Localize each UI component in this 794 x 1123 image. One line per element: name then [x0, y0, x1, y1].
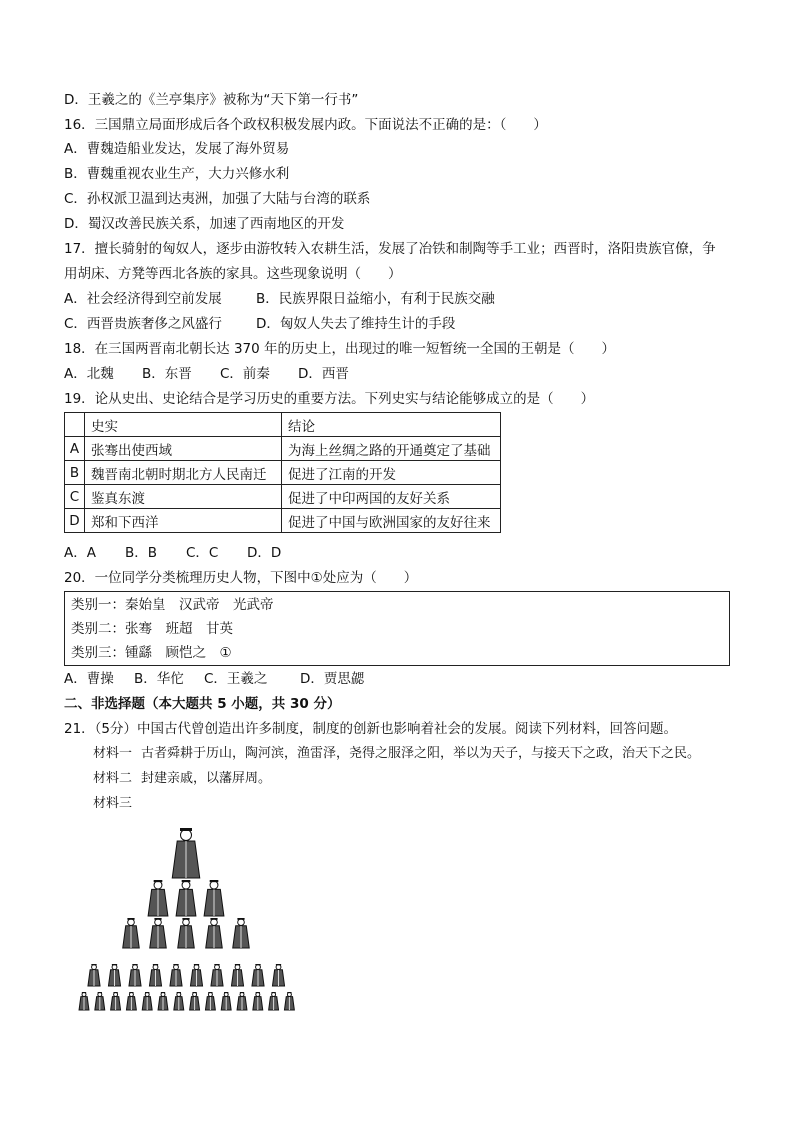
- official-figure: [178, 918, 195, 948]
- commoner-figure: [149, 964, 161, 986]
- q17-option-a: A．社会经济得到空前发展: [64, 291, 222, 307]
- q19-option-b: B．B: [125, 545, 158, 561]
- table-header-cell: 结论: [282, 413, 501, 437]
- q16-stem: 16．三国鼎立局面形成后各个政权积极发展内政。下面说法不正确的是：（ ）: [64, 117, 547, 133]
- slave-figure: [190, 992, 200, 1010]
- q17-stem-line2: 用胡床、方凳等西北各族的家具。这些现象说明（ ）: [64, 266, 402, 282]
- material-label: 材料三: [93, 796, 133, 811]
- figure-group: [79, 828, 294, 1010]
- q17-options-row1: [64, 289, 495, 309]
- slave-figure: [95, 992, 105, 1010]
- official-figure: [123, 918, 140, 948]
- q20-category-1: 类别一：秦始皇 汉武帝 光武帝: [71, 597, 274, 613]
- table-row: [65, 485, 501, 509]
- slave-figure: [79, 992, 89, 1010]
- slave-figure: [174, 992, 184, 1010]
- q18-options: [64, 364, 349, 384]
- q16-option-c: C．孙权派卫温到达夷洲，加强了大陆与台湾的联系: [64, 191, 371, 207]
- q20-stem: 20．一位同学分类梳理历史人物，下图中①处应为（ ）: [64, 570, 418, 586]
- commoner-figure: [170, 964, 182, 986]
- q20-options: [64, 669, 364, 689]
- q17-options-row2: [64, 314, 455, 334]
- table-cell: 郑和下西洋: [85, 509, 282, 533]
- table-cell: D: [65, 509, 85, 533]
- official-figure: [233, 918, 250, 948]
- noble-figure: [176, 880, 196, 916]
- table-row: [65, 437, 501, 461]
- q21-material-3: [93, 794, 141, 814]
- slave-figure: [269, 992, 279, 1010]
- table-cell: 为海上丝绸之路的开通奠定了基础: [282, 437, 501, 461]
- q17-option-c: C．西晋贵族奢侈之风盛行: [64, 316, 222, 332]
- slave-figure: [126, 992, 136, 1010]
- table-cell: 张骞出使西域: [85, 437, 282, 461]
- slave-figure: [237, 992, 247, 1010]
- official-figure: [150, 918, 167, 948]
- q20-category-3: 类别三：锺繇 顾恺之 ①: [71, 645, 232, 661]
- q16-option-d: D．蜀汉改善民族关系，加速了西南地区的开发: [64, 216, 345, 232]
- material-label: 材料二: [93, 771, 133, 786]
- table-cell: 鉴真东渡: [85, 485, 282, 509]
- slave-figure: [158, 992, 168, 1010]
- q19-option-d: D．D: [247, 545, 282, 561]
- q17-option-b: B．民族界限日益缩小，有利于民族交融: [256, 291, 495, 307]
- q20-option-b: B．华佗: [134, 671, 184, 687]
- q18-option-b: B．东晋: [142, 366, 192, 382]
- noble-figure: [148, 880, 168, 916]
- material-label: 材料一: [93, 746, 133, 761]
- table-header-cell: [65, 413, 85, 437]
- commoner-figure: [129, 964, 141, 986]
- table-header-cell: 史实: [85, 413, 282, 437]
- q15-option-d: D．王羲之的《兰亭集序》被称为“天下第一行书”: [64, 92, 359, 108]
- q16-option-a: A．曹魏造船业发达，发展了海外贸易: [64, 141, 290, 157]
- q19-option-c: C．C: [186, 545, 219, 561]
- q19-stem: 19．论从史出、史论结合是学习历史的重要方法。下列史实与结论能够成立的是（ ）: [64, 391, 595, 407]
- table-cell: 促进了江南的开发: [282, 461, 501, 485]
- q20-category-box: [64, 591, 730, 666]
- q18-option-d: D．西晋: [298, 366, 349, 382]
- q17-option-d: D．匈奴人失去了维持生计的手段: [256, 316, 456, 332]
- material-text: 古者舜耕于历山，陶河滨，渔雷泽，尧得之服泽之阳，举以为天子，与接天下之政，治天下之民。: [141, 746, 701, 761]
- slave-figure: [111, 992, 121, 1010]
- commoner-figure: [190, 964, 202, 986]
- slave-figure: [205, 992, 215, 1010]
- table-cell: 促进了中印两国的友好关系: [282, 485, 501, 509]
- q19-option-a: A．A: [64, 545, 96, 561]
- q21-material-2: [93, 769, 271, 789]
- feudal-hierarchy-pyramid-illustration: [76, 826, 308, 1016]
- table-row: [65, 509, 501, 533]
- q19-table: [64, 412, 501, 533]
- material-text: 封建亲戚，以藩屏周。: [141, 771, 272, 786]
- table-cell: 魏晋南北朝时期北方人民南迁: [85, 461, 282, 485]
- table-cell: C: [65, 485, 85, 509]
- q20-option-c: C．王羲之: [204, 671, 268, 687]
- commoner-figure: [272, 964, 284, 986]
- slave-figure: [142, 992, 152, 1010]
- table-header-row: [65, 413, 501, 437]
- commoner-figure: [88, 964, 100, 986]
- slave-figure: [284, 992, 294, 1010]
- table-cell: 促进了中国与欧洲国家的友好往来: [282, 509, 501, 533]
- commoner-figure: [231, 964, 243, 986]
- q19-options: [64, 543, 281, 563]
- q18-stem: 18．在三国两晋南北朝长达 370 年的历史上，出现过的唯一短暂统一全国的王朝是（ ）: [64, 341, 616, 357]
- q21-material-1: [93, 744, 700, 764]
- table-cell: B: [65, 461, 85, 485]
- section-heading: 二、非选择题（本大题共 5 小题，共 30 分）: [64, 696, 341, 712]
- commoner-figure: [108, 964, 120, 986]
- q20-option-d: D．贾思勰: [300, 671, 365, 687]
- table-row: [65, 461, 501, 485]
- q20-category-2: 类别二：张骞 班超 甘英: [71, 621, 233, 637]
- slave-figure: [221, 992, 231, 1010]
- q20-option-a: A．曹操: [64, 671, 114, 687]
- table-cell: A: [65, 437, 85, 461]
- commoner-figure: [211, 964, 223, 986]
- q17-stem-line1: 17．擅长骑射的匈奴人，逐步由游牧转入农耕生活，发展了冶铁和制陶等手工业；西晋时，洛阳贵族官僚，争: [64, 241, 716, 257]
- q18-option-c: C．前秦: [220, 366, 270, 382]
- official-figure: [206, 918, 223, 948]
- king-figure: [172, 828, 200, 878]
- q18-option-a: A．北魏: [64, 366, 114, 382]
- noble-figure: [204, 880, 224, 916]
- commoner-figure: [252, 964, 264, 986]
- q21-stem: 21．（5分）中国古代曾创造出许多制度，制度的创新也影响着社会的发展。阅读下列材料，回答问题。: [64, 721, 678, 737]
- slave-figure: [253, 992, 263, 1010]
- q16-option-b: B．曹魏重视农业生产，大力兴修水利: [64, 166, 290, 182]
